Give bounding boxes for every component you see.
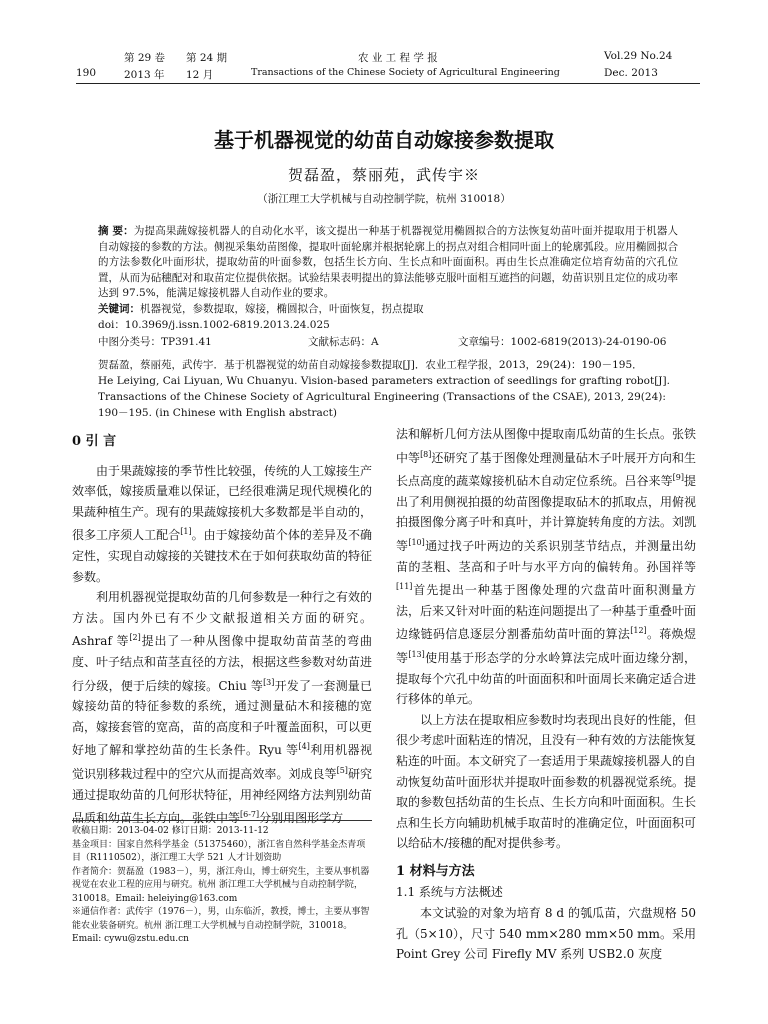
footnotes [72,820,372,947]
running-header [76,48,700,84]
keywords [98,302,678,318]
citation-block [98,357,678,421]
abstract [98,224,678,302]
methods-subheading: 1.1 系统与方法概述 [396,885,503,900]
abstract-label: 摘 要： [98,225,134,237]
header-date-en: Dec. 2013 [604,67,658,79]
abstract-text: 为提高果蔬嫁接机器人的自动化水平，该文提出一种基于机器视觉用椭圆拟合的方法恢复幼苗叶面并提取用于机器人自动嫁接的参数的方法。侧视采集幼苗图像，提取叶面轮廓并根据轮廓上的拐点对组合相同叶面上的轮廓弧段。应用椭圆拟合的方法参数化叶面形状，提取幼苗的叶面参数，包括生长方向、生长点和叶面面积。再由生长点准确定位培育幼苗的穴孔位置，从而为砧穗配对和取苗定位提供依据。试验结果表明提出的算法能够克服叶面相互遮挡的问题，幼苗识别且定位的成功率达到 97.5%，能满足嫁接机器人自动作业的要求。 [98,225,679,299]
header-month-cn: 12 月 [186,69,214,81]
document-code: 文献标志码：A [308,336,379,348]
methods-heading: 1 材料与方法 [396,863,475,879]
methods-paragraph-1: 本文试验的对象为培育 8 d 的瓠瓜苗，穴盘规格 50 孔（5×10），尺寸 540 mm×280 mm×50 mm。采用 Point Grey 公司 Firefly MV 系列 USB2.0 灰度 [396,906,696,962]
paper-affiliation: （浙江理工大学机械与自动控制学院，杭州 310018） [257,193,511,205]
header-issue-cn: 第 24 期 [186,52,228,64]
intro-heading: 0 引 言 [72,434,117,449]
header-year-cn: 2013 年 [124,69,165,81]
paper-title: 基于机器视觉的幼苗自动嫁接参数提取 [214,128,554,152]
keywords-label: 关键词： [98,303,140,315]
header-volume-cn: 第 29 卷 [124,52,166,64]
intro-paragraph-4: 以上方法在提取相应参数时均表现出良好的性能，但很少考虑叶面粘连的情况，且没有一种有效的方法能恢复粘连的叶面。本文研究了一套适用于果蔬嫁接机器人的自动恢复幼苗叶面形状并提取叶面参数的机器视觉系统。提取的参数包括幼苗的生长点、生长方向和叶面面积。生长点和生长方向辅助机械手取苗时的准确定位，叶面面积可以给砧木/接穗的配对提供参考。 [396,712,697,851]
citation-en: He Leiying, Cai Liyuan, Wu Chuanyu. Vision-based parameters extraction of seedlings for grafting robot[J]. Transactions of the Chinese Society of Agricultural Engineering (Transactions of the CSAE), 2013, 29(24): 190－195. (in Chinese with English abstract) [98,375,670,419]
footnote-corresponding: ※通信作者：武传宇（1976－），男，山东临沂，教授，博士，主要从事智能农业装备研究。杭州 浙江理工大学机械与自动控制学院，310018。Email: cywu@zstu.edu.cn [72,907,370,944]
doi: doi：10.3969/j.issn.1002-6819.2013.24.025 [98,319,330,331]
header-journal-cn: 农 业 工 程 学 报 [358,52,438,64]
header-volume-en: Vol.29 No.24 [604,50,673,62]
left-column [72,432,372,829]
intro-paragraph-2: 利用机器视觉提取幼苗的几何参数是一种行之有效的方法。国内外已有不少文献报道相关方面的研究。Ashraf 等[2]提出了一种从图像中提取幼苗苗茎的弯曲度、叶子结点和苗茎直径的方法，根据这些参数对幼苗进行分级，便于后续的嫁接。Chiu 等[3]开发了一套测量已嫁接幼苗的特征参数的系统，通过测量砧木和接穗的宽高，嫁接套管的宽高，苗的高度和子叶覆盖面积，可以更好地了解和掌控幼苗的生长条件。Ryu 等[4]利用机器视觉识别移栽过程中的空穴从而提高效率。刘成良等[5]研究通过提取幼苗的几何形状特征，用神经网络方法判别幼苗品质和幼苗生长方向。张铁中等[6-7]分别用图形学方 [72,590,373,826]
clc-number: 中图分类号：TP391.41 [98,336,212,348]
citation-cn: 贺磊盈，蔡丽苑，武传宇．基于机器视觉的幼苗自动嫁接参数提取[J]．农业工程学报，2013，29(24)：190－195． [98,359,643,371]
right-column [396,424,696,965]
footnote-received: 收稿日期：2013-04-02 修订日期：2013-11-12 [72,826,269,836]
header-journal-en: Transactions of the Chinese Society of Agricultural Engineering [251,67,560,78]
keywords-text: 机器视觉，参数提取，嫁接，椭圆拟合，叶面恢复，拐点提取 [140,303,424,315]
paper-authors: 贺磊盈，蔡丽苑，武传宇※ [287,166,480,184]
intro-paragraph-3: 法和解析几何方法从图像中提取南瓜幼苗的生长点。张铁中等[8]还研究了基于图像处理测量砧木子叶展开方向和生长点高度的蔬菜嫁接机砧木自动定位系统。吕谷来等[9]提出了利用侧视拍摄的幼苗图像提取砧木的抓取点，用俯视拍摄图像分离子叶和真叶，并计算旋转角度的方法。刘凯等[10]通过找子叶两边的关系识别茎节结点，并测量出幼苗的茎粗、茎高和子叶与水平方向的偏转角。孙国祥等[11]首先提出一种基于图像处理的穴盘苗叶面积测量方法，后来又针对叶面的粘连问题提出了一种基于重叠叶面边缘链码信息逐层分割番茄幼苗叶面的算法[12]。蒋焕煜等[13]使用基于形态学的分水岭算法完成叶面边缘分割，提取每个穴孔中幼苗的叶面面积和叶面周长来确定适合进行移体的单元。 [396,427,697,707]
article-number: 文章编号：1002-6819(2013)-24-0190-06 [458,336,667,348]
page-number: 190 [76,67,97,79]
intro-paragraph-1: 由于果蔬嫁接的季节性比较强，传统的人工嫁接生产效率低，嫁接质量难以保证，已经很难满足现代规模化的果蔬种植生产。现有的果蔬嫁接机大多数都是半自动的，很多工序须人工配合[1]。由于嫁接幼苗个体的差异及不确定性，实现自动嫁接的关键技术在于如何获取幼苗的特征参数。 [72,463,373,584]
footnote-author-bio: 作者简介：贺磊盈（1983－），男，浙江舟山，博士研究生，主要从事机器视觉在农业工程的应用与研究。杭州 浙江理工大学机械与自动控制学院，310018。Email: heleiying@163.com [72,866,370,904]
footnote-fund: 基金项目：国家自然科学基金（51375460），浙江省自然科学基金杰青项目（R1110502），浙江理工大学 521 人才计划资助 [72,839,366,863]
